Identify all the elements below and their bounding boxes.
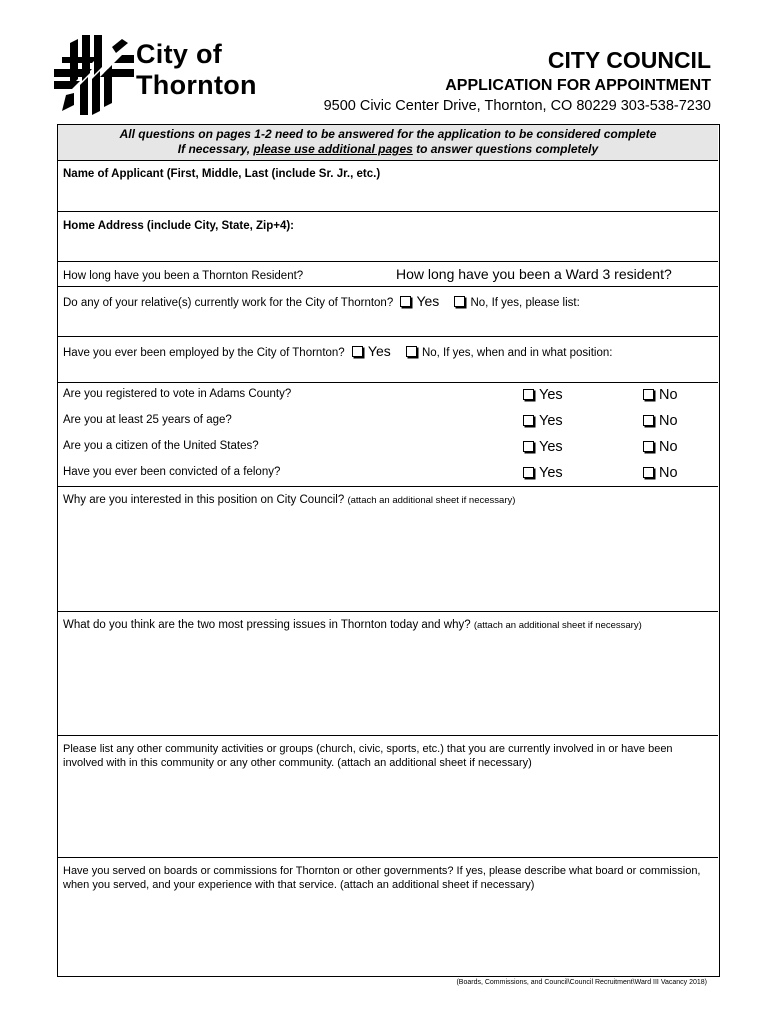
pressing-issues-field[interactable] [58,612,718,736]
instructions-line-2 [58,142,718,157]
why-interested-label [63,493,515,508]
relatives-question-text: Do any of your relative(s) currently work for the City of Thornton? [63,297,394,309]
felony-yes-label: Yes [539,465,563,481]
age-yes-checkbox[interactable] [523,415,534,426]
citizen-question: Are you a citizen of the United States? [63,440,259,452]
page-subtitle: APPLICATION FOR APPOINTMENT [445,77,711,94]
felony-yes-checkbox[interactable] [523,467,534,478]
instructions-banner [58,125,718,161]
felony-question: Have you ever been convicted of a felony? [63,466,281,478]
employed-question-text: Have you ever been employed by the City of Thornton? [63,347,345,359]
instructions-pre: If necessary, [177,142,254,156]
vote-no-label: No [659,387,678,403]
employed-row [58,337,718,383]
community-activities-label: Please list any other community activities or groups (church, civic, sports, etc.) that you are currently involved in or have been involved with in this community or any other community. (attach an additional sheet if necessary) [63,743,673,769]
vote-no-checkbox[interactable] [643,389,654,400]
page-title: CITY COUNCIL [547,47,711,73]
relatives-question [63,294,580,310]
header-address: 9500 Civic Center Drive, Thornton, CO 80229 303-538-7230 [323,98,711,114]
ward-resident-label: How long have you been a Ward 3 resident? [396,266,672,282]
community-activities-field[interactable] [58,736,718,858]
yes-no-block [58,383,718,487]
footer-path: (Boards, Commissions, and Council\Council Recruitment\Ward III Vacancy 2018) [456,979,707,986]
citizen-no-checkbox[interactable] [643,441,654,452]
citizen-no-label: No [659,439,678,455]
name-field[interactable] [58,161,718,212]
employed-yes-label: Yes [367,343,391,359]
city-logo [52,33,292,117]
boards-commissions-field[interactable] [58,858,718,976]
home-address-label: Home Address (include City, State, Zip+4): [63,220,294,232]
pressing-issues-label [63,618,642,633]
boards-commissions-label: Have you served on boards or commissions for Thornton or other governments? If yes, please describe what board or commission, when you served, and your experience with that service. (attach an additional sheet if necessary) [63,865,701,891]
pressing-issues-note: (attach an additional sheet if necessary) [473,620,642,631]
instructions-line-1: All questions on pages 1-2 need to be answered for the application to be considered complete [119,127,657,141]
pressing-issues-text: What do you think are the two most pressing issues in Thornton today and why? [63,619,471,631]
additional-pages-link: please use additional pages [253,142,413,156]
employed-no-label: No, If yes, when and in what position: [421,347,613,359]
name-label: Name of Applicant (First, Middle, Last (include Sr. Jr., etc.) [63,168,381,180]
relatives-row [58,287,718,337]
home-address-field[interactable] [58,212,718,262]
relatives-no-label: No, If yes, please list: [470,297,580,309]
felony-no-label: No [659,465,678,481]
application-form [57,124,720,977]
employed-yes-checkbox[interactable] [352,346,363,357]
felony-no-checkbox[interactable] [643,467,654,478]
thornton-resident-label: How long have you been a Thornton Resident? [63,270,304,282]
age-no-checkbox[interactable] [643,415,654,426]
why-interested-text: Why are you interested in this position on City Council? [63,494,345,506]
why-interested-note: (attach an additional sheet if necessary) [347,495,516,506]
vote-yes-label: Yes [539,387,563,403]
residency-row[interactable] [58,262,718,287]
citizen-yes-label: Yes [539,439,563,455]
vote-question: Are you registered to vote in Adams County? [63,388,292,400]
citizen-yes-checkbox[interactable] [523,441,534,452]
logo-text-city-of: City of [136,39,223,69]
thornton-logo-icon [52,33,136,117]
logo-text-thornton: Thornton [136,70,257,100]
why-interested-field[interactable] [58,487,718,612]
relatives-yes-label: Yes [416,293,440,309]
age-no-label: No [659,413,678,429]
employed-no-checkbox[interactable] [406,346,417,357]
age-question: Are you at least 25 years of age? [63,414,232,426]
relatives-no-checkbox[interactable] [454,296,465,307]
employed-question [63,344,612,360]
age-yes-label: Yes [539,413,563,429]
instructions-post: to answer questions completely [412,142,599,156]
relatives-yes-checkbox[interactable] [400,296,411,307]
vote-yes-checkbox[interactable] [523,389,534,400]
